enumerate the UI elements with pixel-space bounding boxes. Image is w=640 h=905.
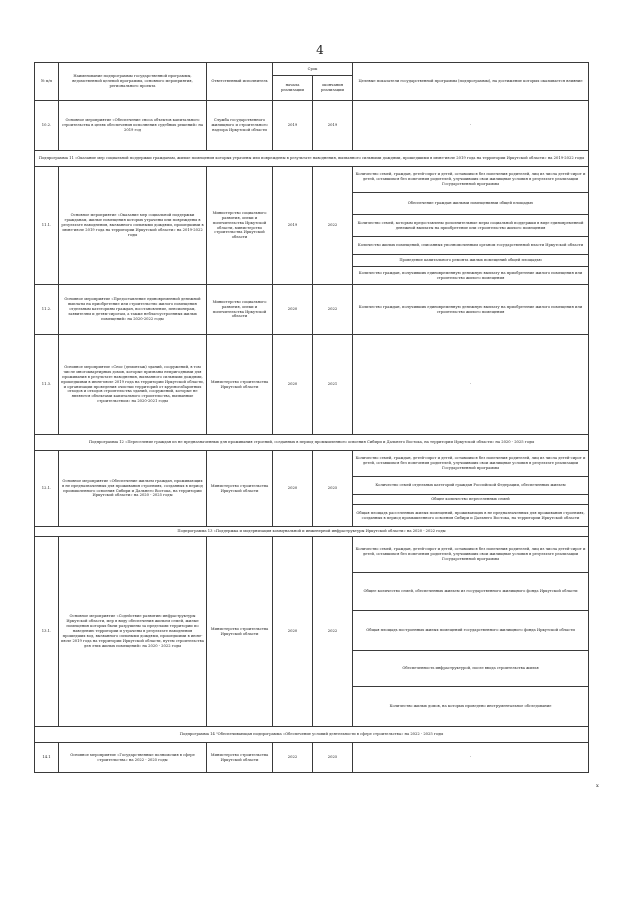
table-row — [35, 101, 589, 151]
row-name: Основное мероприятие «Содействие развитию инфраструктуры Иркутской области, мер в виду обеспечения жильем семей, жилые помещения которых были разрушены за пределами территории по наведению территории и утрачены в результате наводнения прошедших вод, вызванного сильными дождями, прошедшими в июне-июле 2019 года на территории Иркутской области, путем строительства для этих жилых помещений» на 2020 - 2022 годы — [59, 537, 207, 727]
row-executor: Министерство социального развития, опеки и попечительства Иркутской области, министерство строительства Иркутской области — [207, 167, 273, 285]
row-indicator: Количество граждан, получивших единовременную денежную выплату на приобретение жилого помещения или строительство жилого помещения — [353, 285, 589, 335]
table-row — [35, 167, 589, 193]
subprogram-row — [35, 727, 589, 743]
program-table — [34, 62, 589, 773]
row-indicator: Количество семей, граждан, детей-сирот и детей, оставшихся без попечения родителей, лиц из числа детей-сирот и детей, оставшихся без попечения родителей, улучшивших свои жилищные условия в результате реализации Государственной программы — [353, 451, 589, 477]
row-executor: Министерство строительства Иркутской области — [207, 537, 273, 727]
table-row — [35, 335, 589, 435]
table-row — [35, 285, 589, 335]
row-start-year: 2020 — [273, 335, 313, 435]
row-executor: Министерство строительства Иркутской области — [207, 743, 273, 773]
row-name: Основное мероприятие «Снос (демонтаж) зданий, сооружений, в том числе многоквартирных домов, которые признаны непригодными для проживания в результате наводнения, вызванного сильными дождями, прошедшими в июне-июле 2019 года на территории Иркутской области, и организации проведения очистки территорий от крупногабаритных отходов и отходов строительства зданий, сооружений, которые не являются объектами капитального строительства, вызванные строительством» на 2020-2021 годы — [59, 335, 207, 435]
subprogram-11-title: Подпрограмма 11 «Оказание мер социальной поддержки гражданам, жилые помещения которых утрачены или повреждены в результате наводнения, вызванного сильными дождями, прошедшими в июне-июле 2019 года на территории Иркутской области» на 2019-2022 годы — [35, 151, 589, 167]
row-indicator: Количество семей, граждан, детей-сирот и детей, оставшихся без попечения родителей, лиц из числа детей-сирот и детей, оставшихся без попечения родителей, улучшивших свои жилищные условия в результате реализации Государственной программы — [353, 537, 589, 573]
row-start-year: 2022 — [273, 743, 313, 773]
row-end-year: 2022 — [313, 537, 353, 727]
row-indicator: - — [353, 101, 589, 151]
row-start-year: 2019 — [273, 101, 313, 151]
row-executor: Министерство социального развития, опеки и попечительства Иркутской области — [207, 285, 273, 335]
row-start-year: 2020 — [273, 285, 313, 335]
row-executor: Министерство строительства Иркутской области — [207, 451, 273, 527]
row-indicator: Количество граждан, получивших единовременную денежную выплату на приобретение жилого помещения или строительство жилого помещения — [353, 267, 589, 285]
row-number: 11.1. — [35, 167, 59, 285]
row-indicator: Количество семей, которым предоставлены дополнительные меры социальной поддержки в виде единовременной денежной выплаты на приобретение или строительство жилого помещения — [353, 215, 589, 237]
row-executor: Служба государственного жилищного и строительного надзора Иркутской области — [207, 101, 273, 151]
row-end-year: 2021 — [313, 335, 353, 435]
row-number: 11.2. — [35, 285, 59, 335]
row-end-year: 2025 — [313, 451, 353, 527]
subprogram-row — [35, 527, 589, 537]
row-number: 10.2. — [35, 101, 59, 151]
table-row — [35, 743, 589, 773]
row-executor: Министерство строительства Иркутской области — [207, 335, 273, 435]
row-end-year: 2022 — [313, 167, 353, 285]
row-indicator: Количество семей отдельных категорий граждан Российской Федерации, обеспеченных жильем — [353, 477, 589, 495]
header-executor: Ответственный исполнитель — [207, 63, 273, 101]
subprogram-13-title: Подпрограмма 13 «Поддержка и модернизация коммунальной и инженерной инфраструктуры Иркутской области» на 2020 - 2022 годы — [35, 527, 589, 537]
header-end: окончания реализации — [313, 76, 353, 101]
subprogram-12-title: Подпрограмма 12 «Переселение граждан из не предназначенных для проживания строений, созданных в период промышленного освоения Сибири и Дальнего Востока, на территории Иркутской области» на 2020 - 2025 годы — [35, 435, 589, 451]
row-indicator: - — [353, 743, 589, 773]
row-end-year: 2025 — [313, 743, 353, 773]
row-start-year: 2020 — [273, 451, 313, 527]
row-name: Основное мероприятие «Обеспечение жильем граждан, проживающих в не предназначенных для проживания строениях, созданных в период промышленного освоения Сибири и Дальнего Востока, на территории Иркутской области» на 2020 - 2025 годы — [59, 451, 207, 527]
row-indicator: Количество семей, граждан, детей-сирот и детей, оставшихся без попечения родителей, лиц из числа детей-сирот и детей, оставшихся без попечения родителей, улучшивших свои жилищные условия в результате реализации Государственной программы — [353, 167, 589, 193]
row-end-year: 2019 — [313, 101, 353, 151]
row-start-year: 2019 — [273, 167, 313, 285]
row-indicator: Общее количество переселенных семей — [353, 495, 589, 505]
table-row — [35, 537, 589, 573]
header-start: начала реализации — [273, 76, 313, 101]
subprogram-14-title: Подпрограмма 14 "Обеспечивающая подпрограмма «Обеспечение условий деятельности в сфере строительства» на 2022 - 2025 годы — [35, 727, 589, 743]
header-number: № п/п — [35, 63, 59, 101]
row-name: Основное мероприятие «Предоставление единовременной денежной выплаты на приобретение или строительство жилого помещения отдельным категориям граждан, восстановление, пенсионерам, заявителям и детям-сиротам, а также неблагоустроенных жилых помещений» на 2020-2022 годы — [59, 285, 207, 335]
row-indicator: Количество жилых помещений, списанных уполномоченным органом государственной власти Иркутской области — [353, 237, 589, 255]
row-number: 14.1 — [35, 743, 59, 773]
row-number: 11.3. — [35, 335, 59, 435]
row-indicator: Количество жилых домов, на которых проведено инструментальное обследование — [353, 687, 589, 727]
row-number: 12.1. — [35, 451, 59, 527]
row-start-year: 2020 — [273, 537, 313, 727]
row-indicator: Проведение капитального ремонта жилых помещений общей площадью — [353, 255, 589, 267]
header-name: Наименование подпрограммы государственной программы, ведомственной целевой программы, основного мероприятия, регионального проекта — [59, 63, 207, 101]
row-name: Основное мероприятие «Государственные полномочия в сфере строительства» на 2022 - 2025 годы — [59, 743, 207, 773]
subprogram-row — [35, 435, 589, 451]
row-name: Основное мероприятие «Обеспечение сноса объектов капитального строительства в целях обеспечения исполнения судебных решений» на 2019 год — [59, 101, 207, 151]
margin-mark: x — [596, 783, 599, 789]
row-number: 13.1. — [35, 537, 59, 727]
header-indicators: Целевые показатели государственной программы (подпрограммы), на достижение которых оказывается влияние — [353, 63, 589, 101]
page-number: 4 — [316, 43, 324, 57]
row-name: Основное мероприятие «Оказание мер социальной поддержки гражданам, жилые помещения которых утрачены или повреждены в результате наводнения, вызванного сильными дождями, прошедшими в июне-июле 2019 года на территории Иркутской области» на 2019-2022 годы — [59, 167, 207, 285]
header-term: Срок — [273, 63, 353, 76]
row-indicator: - — [353, 335, 589, 435]
table-row — [35, 451, 589, 477]
row-indicator: Обеспечение граждан жилыми помещениями общей площадью — [353, 193, 589, 215]
subprogram-row — [35, 151, 589, 167]
row-end-year: 2022 — [313, 285, 353, 335]
row-indicator: Общая площадь построенных жилых помещений государственного жилищного фонда Иркутской области — [353, 611, 589, 651]
row-indicator: Общая площадь расселенных жилых помещений, проживающих в не предназначенных для проживания строениях, созданных в период промышленного освоения Сибири и Дальнего Востока, на территории Иркутской области — [353, 505, 589, 527]
row-indicator: Общее количество семей, обеспеченных жильем из государственного жилищного фонда Иркутской области — [353, 573, 589, 611]
table-header-row — [35, 63, 589, 76]
row-indicator: Обеспеченность инфраструктурой, после ввода строительства жилья — [353, 651, 589, 687]
